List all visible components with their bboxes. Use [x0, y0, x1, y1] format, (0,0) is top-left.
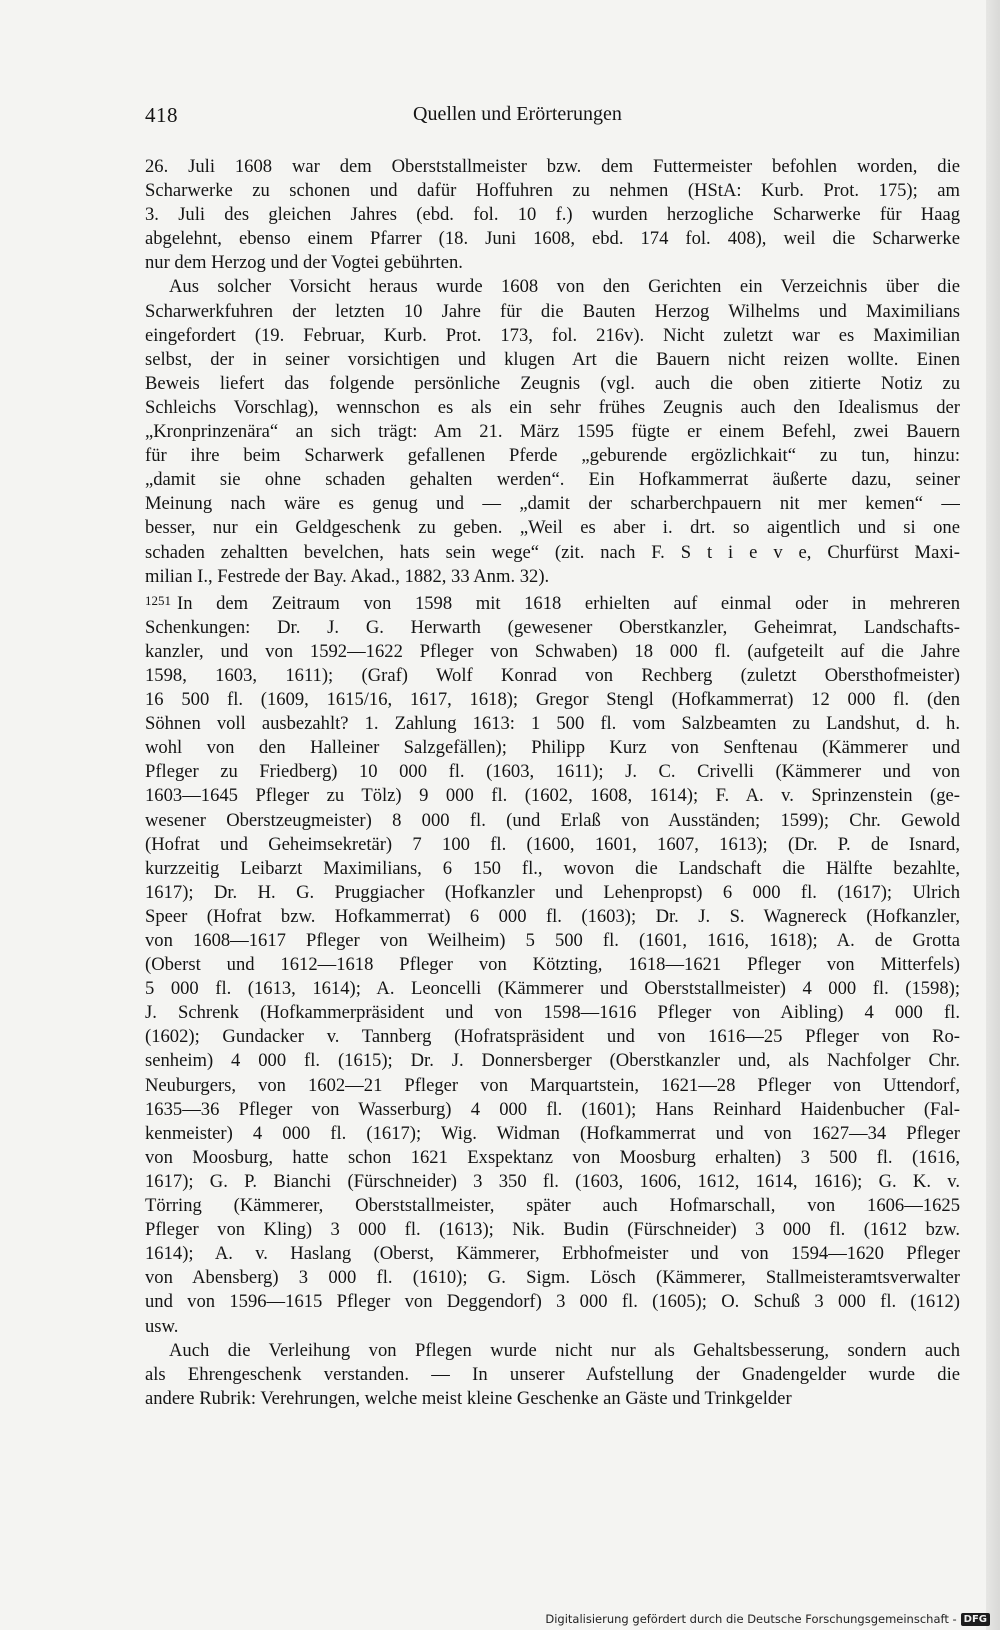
line-text: abgelehnt, ebenso einem Pfarrer (18. Juni 1608, ebd. 174 fol. 408), weil die Scharwerke: [145, 228, 960, 250]
text-line: [145, 1146, 960, 1170]
text-line: [145, 1025, 960, 1049]
text-line: [145, 1315, 960, 1339]
line-text: Törring (Kämmerer, Oberststallmeister, später auch Hofmarschall, von 1606—1625: [145, 1195, 960, 1217]
text-line: [145, 155, 960, 179]
text-line: [145, 541, 960, 565]
paragraph-indent: [145, 1339, 960, 1411]
line-text: 5 000 fl. (1613, 1614); A. Leoncelli (Kämmerer und Oberststallmeister) 4 000 fl. (1598);: [145, 978, 960, 1000]
line-text: andere Rubrik: Verehrungen, welche meist kleine Geschenke an Gäste und Trinkgelder: [145, 1387, 792, 1409]
dfg-logo-icon: DFG: [961, 1613, 990, 1626]
text-line: [145, 1242, 960, 1266]
line-text: In dem Zeitraum von 1598 mit 1618 erhielten auf einmal oder in mehreren: [177, 592, 960, 614]
line-text: „Kronprinzenära“ an sich trägt: Am 21. März 1595 fügte er einem Befehl, zwei Bauern: [145, 421, 960, 443]
line-text: Meinung nach wäre es genug und — „damit der scharberchpauern nit mer kemen“ —: [145, 493, 960, 515]
line-text: 1603—1645 Pfleger zu Tölz) 9 000 fl. (1602, 1608, 1614); F. A. v. Sprinzenstein (ge-: [145, 785, 960, 807]
text-line: [145, 809, 960, 833]
line-text: Pfleger zu Friedberg) 10 000 fl. (1603, 1611); J. C. Crivelli (Kämmerer und von: [145, 761, 960, 783]
footer-credit: Digitalisierung gefördert durch die Deutsche Forschungsgemeinschaft -: [545, 1612, 957, 1626]
line-text: Schenkungen: Dr. J. G. Herwarth (gewesener Oberstkanzler, Geheimrat, Landschafts-: [145, 616, 960, 638]
text-line: [145, 179, 960, 203]
line-text: kenmeister) 4 000 fl. (1617); Wig. Widman (Hofkammerrat und von 1627—34 Pfleger: [145, 1122, 960, 1144]
line-text: selbst, der in seiner vorsichtigen und klugen Art die Bauern nicht reizen wollte. Einen: [145, 348, 960, 370]
line-text: Söhnen voll ausbezahlt? 1. Zahlung 1613: 1 500 fl. vom Salzbeamten zu Landshut, d. h.: [145, 713, 960, 735]
line-text: senheim) 4 000 fl. (1615); Dr. J. Donnersberger (Oberstkanzler und, als Nachfolger Chr.: [145, 1050, 960, 1072]
text-line: [145, 275, 960, 299]
text-line: [145, 905, 960, 929]
text-line: [145, 760, 960, 784]
body-text: [145, 155, 960, 1411]
paragraph-note: [145, 589, 960, 1339]
text-line: [145, 1001, 960, 1025]
line-text: besser, nur ein Geldgeschenk zu geben. „Weil es aber i. drt. so aigentlich und si one: [145, 517, 960, 539]
text-line: [145, 565, 960, 589]
line-text: von Moosburg, hatte schon 1621 Exspektanz von Moosburg erhalten) 3 500 fl. (1616,: [145, 1146, 960, 1168]
text-line: [145, 227, 960, 251]
text-line: [145, 468, 960, 492]
line-text: 1614); A. v. Haslang (Oberst, Kämmerer, Erbhofmeister und von 1594—1620 Pfleger: [145, 1243, 960, 1265]
paragraph-continuation: [145, 155, 960, 275]
line-text: für ihre beim Scharwerk gefallenen Pferde „geburende ergözlichkait“ zu tun, hinzu:: [145, 445, 960, 467]
line-text: milian I., Festrede der Bay. Akad., 1882, 33 Anm. 32).: [145, 565, 550, 587]
line-text: 26. Juli 1608 war dem Oberststallmeister bzw. dem Futtermeister befohlen worden, die: [145, 156, 960, 177]
text-line: [145, 324, 960, 348]
text-line: [145, 1170, 960, 1194]
line-text: Beweis liefert das folgende persönliche Zeugnis (vgl. auch die oben zitierte Notiz zu: [145, 372, 960, 394]
text-line: [145, 300, 960, 324]
text-line: [145, 589, 960, 616]
text-line: [145, 953, 960, 977]
text-line: [145, 664, 960, 688]
text-line: [145, 688, 960, 712]
text-line: [145, 348, 960, 372]
text-line: [145, 420, 960, 444]
line-text: (1602); Gundacker v. Tannberg (Hofratspräsident und von 1616—25 Pfleger von Ro-: [145, 1026, 960, 1048]
text-line: [145, 929, 960, 953]
line-text: wesener Oberstzeugmeister) 8 000 fl. (und Erlaß von Ausständen; 1599); Chr. Gewold: [145, 809, 960, 831]
line-text: 16 500 fl. (1609, 1615/16, 1617, 1618); Gregor Stengl (Hofkammerrat) 12 000 fl. (den: [145, 689, 960, 711]
page-number: 418: [145, 103, 178, 127]
text-line: [145, 1387, 960, 1411]
line-text: wohl von den Halleiner Salzgefällen); Philipp Kurz von Senftenau (Kämmerer und: [145, 737, 960, 759]
line-text: und von 1596—1615 Pfleger von Deggendorf) 3 000 fl. (1605); O. Schuß 3 000 fl. (1612): [145, 1291, 960, 1313]
text-line: [145, 1363, 960, 1387]
line-text: Neuburgers, von 1602—21 Pfleger von Marquartstein, 1621—28 Pfleger von Uttendorf,: [145, 1074, 960, 1096]
line-text: schaden zehaltten bevelchen, hats sein wege“ (zit. nach F. S t i e v e, Churfürst Maxi-: [145, 541, 960, 563]
line-text: (Oberst und 1612—1618 Pfleger von Kötzting, 1618—1621 Pfleger von Mitterfels): [145, 954, 960, 976]
text-line: [145, 444, 960, 468]
line-text: J. Schrenk (Hofkammerpräsident und von 1598—1616 Pfleger von Aibling) 4 000 fl.: [145, 1002, 960, 1024]
running-head: Quellen und Erörterungen: [413, 103, 622, 125]
line-text: 1617); G. P. Bianchi (Fürschneider) 3 350 fl. (1603, 1606, 1612, 1614, 1616); G. K. v.: [145, 1170, 960, 1192]
line-text: Schleichs Vorschlag), wennschon es als ein sehr frühes Zeugnis auch den Idealismus der: [145, 396, 960, 418]
text-line: [145, 712, 960, 736]
line-text: eingefordert (19. Februar, Kurb. Prot. 173, fol. 216v). Nicht zuletzt war es Maximilian: [145, 324, 960, 346]
line-text: Pfleger von Kling) 3 000 fl. (1613); Nik. Budin (Fürschneider) 3 000 fl. (1612 bzw.: [145, 1219, 960, 1241]
text-line: [145, 857, 960, 881]
line-text: Speer (Hofrat bzw. Hofkammerrat) 6 000 fl. (1603); Dr. J. S. Wagnereck (Hofkanzler,: [145, 905, 960, 927]
page-header: [145, 103, 965, 133]
line-text: usw.: [145, 1315, 179, 1337]
line-text: Scharwerke zu schonen und dafür Hoffuhren zu nehmen (HStA: Kurb. Prot. 175); am: [145, 180, 960, 202]
text-line: [145, 1122, 960, 1146]
text-line: [145, 372, 960, 396]
text-line: [145, 1266, 960, 1290]
line-text: Aus solcher Vorsicht heraus wurde 1608 von den Gerichten ein Verzeichnis über die: [169, 276, 960, 298]
line-text: 1598, 1603, 1611); (Graf) Wolf Konrad von Rechberg (zuletzt Obersthofmeister): [145, 664, 960, 686]
text-line: [145, 784, 960, 808]
text-line: [145, 881, 960, 905]
line-text: (Hofrat und Geheimsekretär) 7 100 fl. (1600, 1601, 1607, 1613); (Dr. P. de Isnard,: [145, 833, 960, 855]
text-line: [145, 1339, 960, 1363]
text-line: [145, 640, 960, 664]
text-line: [145, 833, 960, 857]
line-text: Auch die Verleihung von Pflegen wurde nicht nur als Gehaltsbesserung, sondern auch: [169, 1339, 960, 1361]
line-text: Scharwerkfuhren der letzten 10 Jahre für die Bauten Herzog Wilhelms und Maximilians: [145, 300, 960, 322]
line-text: von Abensberg) 3 000 fl. (1610); G. Sigm. Lösch (Kämmerer, Stallmeisteramtsverwalter: [145, 1267, 960, 1289]
text-line: [145, 616, 960, 640]
line-text: kanzler, und von 1592—1622 Pfleger von Schwaben) 18 000 fl. (aufgeteilt auf die Jahre: [145, 640, 960, 662]
line-text: nur dem Herzog und der Vogtei gebührten.: [145, 252, 463, 274]
paragraph-indent: [145, 275, 960, 588]
text-line: [145, 1218, 960, 1242]
text-line: [145, 396, 960, 420]
text-line: [145, 492, 960, 516]
page-edge-shadow: [986, 0, 1000, 1630]
line-text: 3. Juli des gleichen Jahres (ebd. fol. 10 f.) wurden herzogliche Scharwerke für Haag: [145, 204, 960, 226]
line-text: von 1608—1617 Pfleger von Weilheim) 5 500 fl. (1601, 1616, 1618); A. de Grotta: [145, 930, 960, 951]
text-line: [145, 1098, 960, 1122]
footnote-marker: 1251: [145, 592, 171, 608]
line-text: als Ehrengeschenk verstanden. — In unserer Aufstellung der Gnadengelder wurde die: [145, 1363, 960, 1385]
line-text: 1617); Dr. H. G. Pruggiacher (Hofkanzler und Lehenpropst) 6 000 fl. (1617); Ulrich: [145, 881, 960, 903]
text-line: [145, 251, 960, 275]
text-line: [145, 516, 960, 540]
text-line: [145, 1290, 960, 1314]
text-line: [145, 1074, 960, 1098]
line-text: 1635—36 Pfleger von Wasserburg) 4 000 fl. (1601); Hans Reinhard Haidenbucher (Fal-: [145, 1098, 960, 1120]
line-text: „damit sie ohne schaden gehalten werden“. Ein Hofkammerrat äußerte dazu, seiner: [145, 469, 960, 491]
text-line: [145, 1194, 960, 1218]
text-line: [145, 1049, 960, 1073]
text-line: [145, 203, 960, 227]
text-line: [145, 977, 960, 1001]
line-text: kurzzeitig Leibarzt Maximilians, 6 150 fl., wovon die Landschaft die Hälfte bezahlte,: [145, 857, 960, 879]
text-line: [145, 736, 960, 760]
digitization-footer: [545, 1612, 990, 1626]
